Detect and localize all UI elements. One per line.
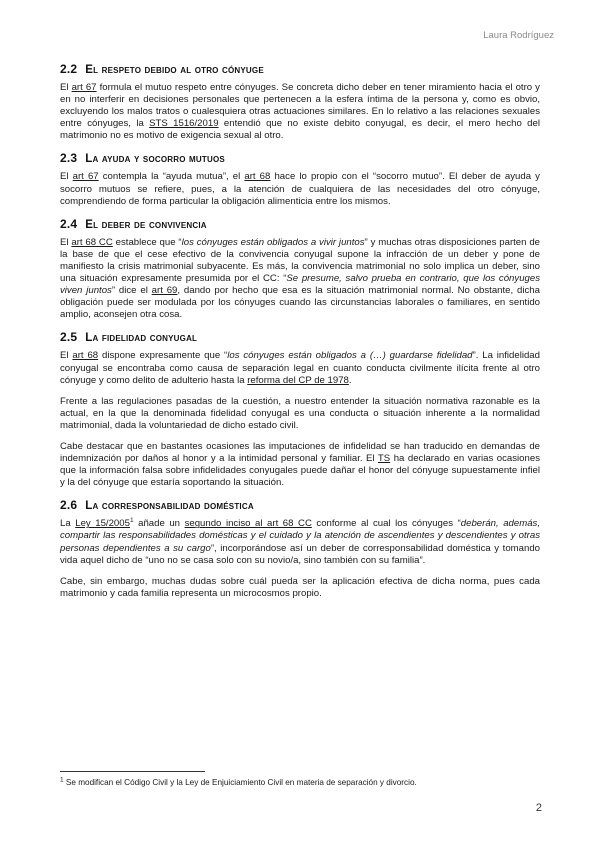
legal-reference-link[interactable]: STS 1516/2019 [149, 118, 219, 130]
section-number: 2.3 [60, 151, 78, 166]
footnote-divider [60, 771, 205, 772]
text-run: conforme al cual los cónyuges “ [311, 518, 461, 530]
quoted-text: deberán, además, compartir las responsabilidades domésticas y el cuidado y la atención de ascendientes y descendientes y otras personas dependientes a su cargo [60, 518, 541, 554]
section-heading [60, 498, 540, 512]
text-run: . [348, 374, 352, 386]
legal-reference-link[interactable]: art 67 [71, 82, 97, 93]
text-run: ha declarado en varias ocasiones que la información falsa sobre infidelidades conyugales puede dañar el honor del cónyuge supuestamente infiel y la del cónyuge que estaría soportando la situación. [60, 453, 540, 489]
section-title: La corresponsabilidad doméstica [85, 500, 254, 513]
paragraph [60, 441, 540, 489]
section-number: 2.4 [60, 216, 78, 231]
section-heading [60, 62, 540, 76]
footnote-reference[interactable]: 1 [129, 517, 134, 525]
text-run: ”, incorporándose así un deber de corresponsabilidad doméstica y tomando vida aquel dicho de “uno no se casa solo con su novio/a, sino también con su familia”. [60, 542, 540, 566]
section-number: 2.5 [60, 330, 78, 345]
document-body [60, 62, 540, 609]
legal-reference-link[interactable]: art 68 CC [71, 236, 113, 248]
text-run: dispone expresamente que “ [98, 350, 228, 362]
text-run: establece que “ [112, 236, 182, 248]
section-heading [60, 330, 540, 344]
text-run: El [60, 350, 73, 362]
section-number: 2.6 [60, 498, 78, 513]
section-2-4 [60, 217, 540, 322]
paragraph [60, 576, 540, 600]
section-title: La fidelidad conyugal [85, 332, 198, 345]
text-run: Cabe destacar que en bastantes ocasiones las imputaciones de infidelidad se han traducido en demandas de indemnización por daños al honor y a la intimidad personal y familiar. El [60, 440, 540, 465]
text-run: contempla la “ayuda mutua”, el [98, 171, 245, 183]
section-heading [60, 217, 540, 231]
legal-reference-link[interactable]: TS [377, 453, 391, 465]
section-title: La ayuda y socorro mutuos [85, 153, 225, 166]
paragraph [60, 518, 540, 566]
paragraph [60, 171, 540, 207]
text-run: La [60, 518, 76, 530]
text-run: El [60, 82, 72, 93]
section-2-2 [60, 62, 540, 142]
page-number: 2 [535, 802, 542, 814]
legal-reference-link[interactable]: reforma del CP de 1978 [247, 374, 349, 386]
text-run: ” y muchas otras disposiciones parten de la base de que el cese efectivo de la convivencia conyugal supone la infracción de un deber y pone de manifiesto la crisis matrimonial subyacente. Es más, la convivencia matrimonial no solo implica un deber, sino una situación expresamente presumida por el CC: “ [60, 236, 540, 285]
paragraph [60, 237, 540, 322]
text-run: ”. La infidelidad conyugal se encontraba como causa de separación legal en cuanto conducta civilmente ilícita frente al otro cónyuge y como delito de adulterio hasta la [60, 350, 540, 386]
section-title: El respeto debido al otro cónyuge [85, 64, 264, 76]
legal-reference-link[interactable]: Ley 15/2005 [75, 518, 130, 530]
section-number: 2.2 [60, 62, 78, 76]
paragraph [60, 350, 540, 386]
text-run: hace lo propio con el “socorro mutuo”. El deber de ayuda y socorro mutuos se refiere, pues, a la atención de cualquiera de las necesidades del otro cónyuge, comprendiendo de forma particular la obligación alimenticia entre los mismos. [60, 171, 540, 207]
legal-reference-link[interactable]: art 68 [72, 350, 99, 362]
footnote-text: Se modifican el Código Civil y la Ley de Enjuiciamiento Civil en materia de separación y divorcio. [63, 778, 417, 787]
footnote [60, 778, 540, 787]
legal-reference-link[interactable]: art 67 [72, 171, 99, 183]
text-run: , dando por hecho que esa es la situación matrimonial normal. No obstante, dicha obligación puede ser modulada por los cónyuges cuando las circunstancias laborales o familiares, en sentido amplio, aconsejen otra cosa. [60, 285, 540, 321]
text-run: añade un [133, 518, 185, 530]
quoted-text: los cónyuges están obligados a vivir juntos [181, 236, 365, 248]
text-run: El [60, 236, 72, 248]
text-run: ” dice el [111, 285, 152, 297]
legal-reference-link[interactable]: segundo inciso al art 68 CC [184, 518, 312, 530]
quoted-text: los cónyuges están obligados a (…) guardarse fidelidad [227, 350, 473, 362]
quoted-text: Se presume, salvo prueba en contrario, que los cónyuges viven juntos [60, 273, 540, 297]
section-2-3 [60, 151, 540, 207]
text-run: El [60, 171, 73, 183]
section-title: El deber de convivencia [85, 218, 207, 231]
text-run: formula el mutuo respeto entre cónyuges. Se concreta dicho deber en tener miramiento hacia el otro y en no interferir en decisiones personales que pertenecen a la esfera íntima de la persona y, como es obvio, excluyendo los malos tratos o cualesquiera otras actuaciones similares. En lo relativo a las relaciones sexuales entre cónyuges, la [60, 82, 540, 130]
section-heading [60, 151, 540, 165]
text-run: Frente a las regulaciones pasadas de la cuestión, a nuestro entender la situación normativa razonable es la actual, en la que la denominada fidelidad conyugal es una conducta o situación inherente a la normalidad matrimonial, dada la voluntariedad de dicho estado civil. [60, 395, 540, 431]
text-run: entendió que no existe debito conyugal, es decir, el mero hecho del matrimonio no es motivo de exigencia sexual al otro. [60, 118, 540, 142]
section-2-6 [60, 498, 540, 600]
section-2-5 [60, 330, 540, 489]
legal-reference-link[interactable]: art 68 [244, 171, 271, 183]
footnote-marker: 1 [60, 776, 64, 784]
paragraph [60, 82, 540, 142]
paragraph [60, 396, 540, 432]
legal-reference-link[interactable]: art 69 [151, 285, 178, 297]
text-run: Cabe, sin embargo, muchas dudas sobre cuál pueda ser la aplicación efectiva de dicha norma, pues cada matrimonio y cada familia representa un microcosmos propio. [60, 575, 540, 599]
author-header: Laura Rodríguez [483, 30, 554, 41]
